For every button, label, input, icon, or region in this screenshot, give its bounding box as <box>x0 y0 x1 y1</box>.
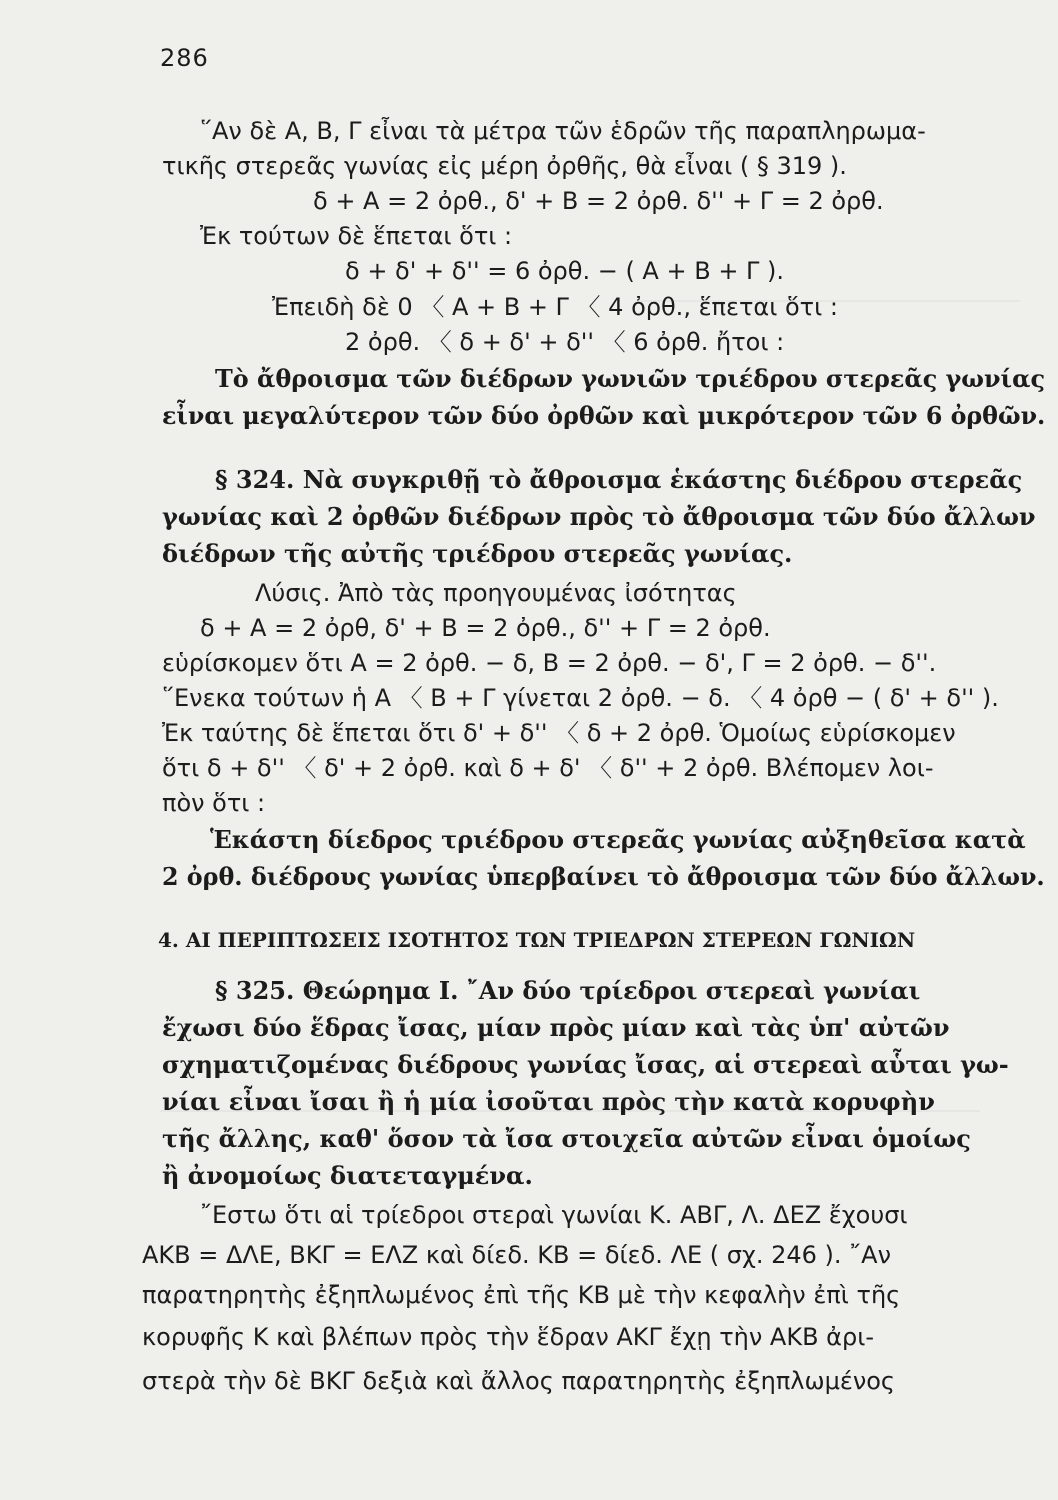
theorem-line: τῆς ἄλλης, καθ' ὅσον τὰ ἴσα στοιχεῖα αὐτῶν εἶναι ὁμοίως <box>162 1124 971 1153</box>
problem-line: διέδρων τῆς αὐτῆς τριέδρου στερεᾶς γωνίας. <box>162 539 793 568</box>
equation-line: δ + δ' + δ'' = 6 ὀρθ. − ( Α + Β + Γ ). <box>345 257 785 285</box>
proof-line: ῎Εστω ὅτι αἱ τρίεδροι στεραὶ γωνίαι Κ. ΑΒΓ, Λ. ΔΕΖ ἔχουσι <box>200 1201 908 1229</box>
text-line: πὸν ὅτι : <box>162 789 266 817</box>
equation-line: δ + Α = 2 ὀρθ, δ' + Β = 2 ὀρθ., δ'' + Γ = 2 ὀρθ. <box>200 614 771 642</box>
conclusion-line: 2 ὀρθ. διέδρους γωνίας ὑπερβαίνει τὸ ἄθροισμα τῶν δύο ἄλλων. <box>162 862 1045 891</box>
theorem-line: σχηματιζομένας διέδρους γωνίας ἴσας, αἱ στερεαὶ αὗται γω- <box>162 1050 1009 1079</box>
text-line: Ἐκ τούτων δὲ ἕπεται ὅτι : <box>200 222 513 250</box>
theorem-line: ἔχωσι δύο ἕδρας ἴσας, μίαν πρὸς μίαν καὶ τὰς ὑπ' αὐτῶν <box>162 1013 950 1042</box>
solution-line: Λύσις. Ἀπὸ τὰς προηγουμένας ἰσότητας <box>255 579 737 607</box>
text-line: ῞Ενεκα τούτων ἡ Α 〈 Β + Γ γίνεται 2 ὀρθ. − δ. 〈 4 ὀρθ − ( δ' + δ'' ). <box>162 684 999 712</box>
problem-line: γωνίας καὶ 2 ὀρθῶν διέδρων πρὸς τὸ ἄθροισμα τῶν δύο ἄλλων <box>162 502 1036 531</box>
equation-line: δ + Α = 2 ὀρθ., δ' + Β = 2 ὀρθ. δ'' + Γ = 2 ὀρθ. <box>313 187 884 215</box>
proof-line: ΑΚΒ = ΔΛΕ, ΒΚΓ = ΕΛΖ καὶ δίεδ. ΚΒ = δίεδ. ΛΕ ( σχ. 246 ). ῎Αν <box>142 1241 891 1269</box>
text-line: τικῆς στερεᾶς γωνίας εἰς μέρη ὀρθῆς, θὰ εἶναι ( § 319 ). <box>162 152 847 180</box>
proof-line: παρατηρητὴς ἐξηπλωμένος ἐπὶ τῆς ΚΒ μὲ τὴν κεφαλὴν ἐπὶ τῆς <box>142 1281 901 1309</box>
page-number: 286 <box>160 44 209 72</box>
text-line: ὅτι δ + δ'' 〈 δ' + 2 ὀρθ. καὶ δ + δ' 〈 δ'' + 2 ὀρθ. Βλέπομεν λοι- <box>162 754 934 782</box>
theorem-line: νίαι εἶναι ἴσαι ἢ ἡ μία ἰσοῦται πρὸς τὴν κατὰ κορυφὴν <box>162 1087 935 1116</box>
text-line: Ἐπειδὴ δὲ 0 〈 Α + Β + Γ 〈 4 ὀρθ., ἕπεται ὅτι : <box>272 293 838 321</box>
problem-heading: § 324. Νὰ συγκριθῇ τὸ ἄθροισμα ἑκάστης διέδρου στερεᾶς <box>215 465 1023 494</box>
proof-line: κορυφῆς Κ καὶ βλέπων πρὸς τὴν ἕδραν ΑΚΓ ἔχῃ τὴν ΑΚΒ ἀρι- <box>142 1323 874 1351</box>
theorem-heading: § 325. Θεώρημα Ι. ῎Αν δύο τρίεδροι στερεαὶ γωνίαι <box>215 976 921 1005</box>
conclusion-line: εἶναι μεγαλύτερον τῶν δύο ὀρθῶν καὶ μικρότερον τῶν 6 ὀρθῶν. <box>162 401 1046 430</box>
section-title: 4. ΑΙ ΠΕΡΙΠΤΩΣΕΙΣ ΙΣΟΤΗΤΟΣ ΤΩΝ ΤΡΙΕΔΡΩΝ ΣΤΕΡΕΩΝ ΓΩΝΙΩΝ <box>158 928 916 952</box>
text-line: ῞Αν δὲ Α, Β, Γ εἶναι τὰ μέτρα τῶν ἑδρῶν τῆς παραπληρωμα- <box>200 117 926 145</box>
text-line: Ἐκ ταύτης δὲ ἕπεται ὅτι δ' + δ'' 〈 δ + 2 ὀρθ. Ὁμοίως εὑρίσκομεν <box>162 719 956 747</box>
equation-line: 2 ὀρθ. 〈 δ + δ' + δ'' 〈 6 ὀρθ. ἤτοι : <box>345 328 785 356</box>
conclusion-line: Ἑκάστη δίεδρος τριέδρου στερεᾶς γωνίας αὐξηθεῖσα κατὰ <box>210 825 1026 854</box>
conclusion-line: Τὸ ἄθροισμα τῶν διέδρων γωνιῶν τριέδρου στερεᾶς γωνίας <box>215 364 1045 393</box>
proof-line: στερὰ τὴν δὲ ΒΚΓ δεξιὰ καὶ ἄλλος παρατηρητὴς ἐξηπλωμένος <box>142 1367 895 1395</box>
text-line: εὑρίσκομεν ὅτι Α = 2 ὀρθ. − δ, Β = 2 ὀρθ. − δ', Γ = 2 ὀρθ. − δ''. <box>162 649 937 677</box>
theorem-line: ἢ ἀνομοίως διατεταγμένα. <box>162 1161 533 1190</box>
